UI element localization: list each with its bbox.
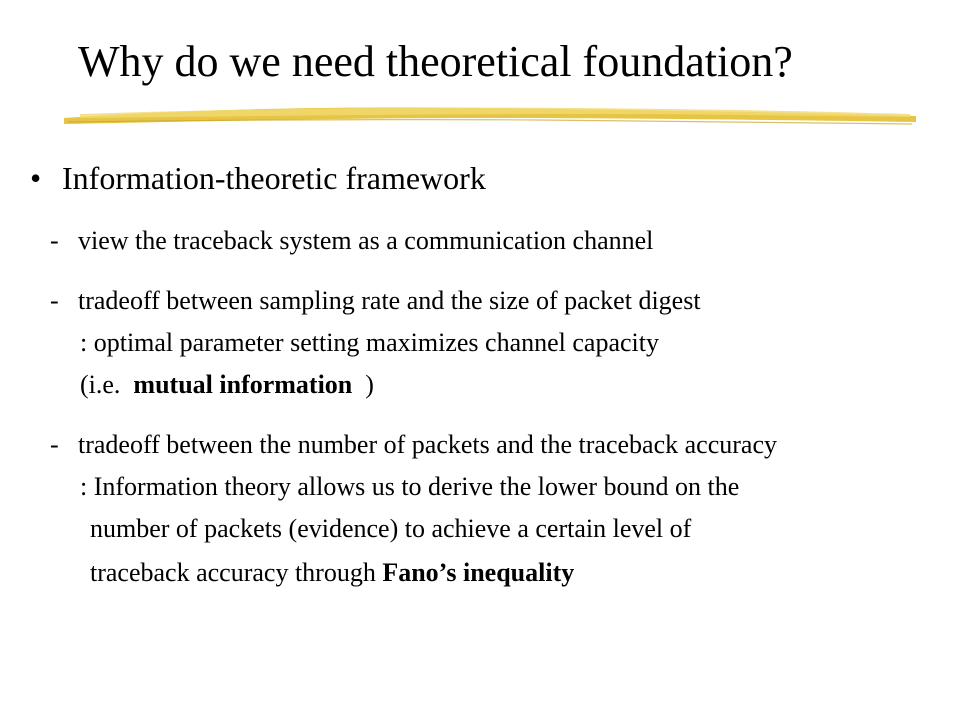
bullet-dot: •	[30, 160, 42, 196]
sub-item-text: tradeoff between sampling rate and the size of packet digest	[78, 286, 701, 315]
detail-bold-term: mutual information	[133, 370, 353, 399]
detail-bold-term: Fano’s inequality	[382, 558, 575, 587]
bullet-text: Information-theoretic framework	[62, 160, 486, 196]
sub-item-accuracy-tradeoff	[50, 428, 777, 462]
sub-item-text: view the traceback system as a communication channel	[78, 226, 654, 255]
sub-item-detail: number of packets (evidence) to achieve a certain level of	[90, 514, 692, 543]
sub-item-detail: : Information theory allows us to derive the lower bound on the	[80, 472, 740, 501]
sub-item-text: tradeoff between the number of packets and the traceback accuracy	[78, 430, 777, 459]
slide-title: Why do we need theoretical foundation?	[78, 37, 793, 86]
dash-marker: -	[50, 430, 59, 459]
dash-marker: -	[50, 286, 59, 315]
detail-prefix: (i.e.	[80, 370, 121, 399]
detail-prefix: traceback accuracy through	[90, 558, 376, 587]
sub-item-detail: : optimal parameter setting maximizes channel capacity	[80, 328, 659, 357]
sub-item-detail-mutual-info	[80, 368, 374, 402]
sub-item-channel	[50, 224, 653, 258]
sub-item-detail-fano	[90, 556, 574, 590]
sub-item-sampling-tradeoff	[50, 284, 701, 318]
detail-suffix: )	[365, 370, 374, 399]
bullet-item-framework	[30, 156, 486, 200]
title-underline-brush	[60, 100, 920, 128]
dash-marker: -	[50, 226, 59, 255]
